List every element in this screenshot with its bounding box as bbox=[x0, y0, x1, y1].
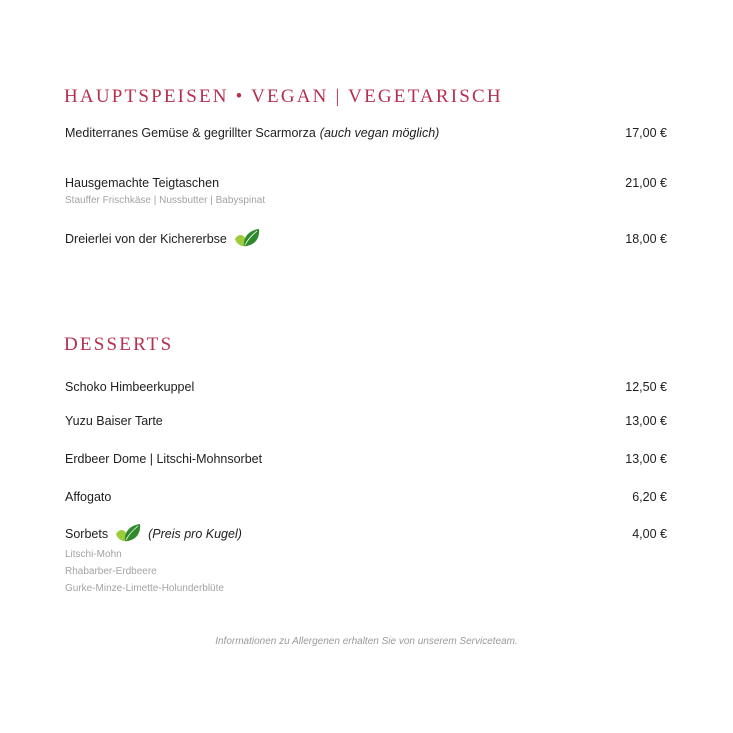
menu-item bbox=[65, 522, 667, 597]
menu-item bbox=[65, 228, 667, 250]
item-note: (Preis pro Kugel) bbox=[148, 527, 242, 541]
item-name: Schoko Himbeerkuppel bbox=[65, 380, 195, 394]
item-price: 4,00 € bbox=[632, 527, 667, 541]
item-price: 13,00 € bbox=[625, 452, 667, 466]
item-price: 6,20 € bbox=[632, 490, 667, 504]
item-name: Hausgemachte Teigtaschen bbox=[65, 176, 220, 190]
item-name: Yuzu Baiser Tarte bbox=[65, 414, 163, 428]
main-section-heading: HAUPTSPEISEN • VEGAN | VEGETARISCH bbox=[64, 86, 503, 107]
item-price: 17,00 € bbox=[625, 126, 667, 140]
item-name: Mediterranes Gemüse & gegrillter Scarmorza bbox=[65, 126, 316, 140]
item-price: 13,00 € bbox=[625, 414, 667, 428]
menu-item bbox=[65, 412, 667, 430]
menu-item bbox=[65, 450, 667, 468]
item-note: (auch vegan möglich) bbox=[319, 126, 440, 140]
item-name: Sorbets bbox=[65, 527, 109, 541]
item-price: 18,00 € bbox=[625, 232, 667, 246]
menu-item bbox=[65, 174, 667, 209]
vegan-leaf-icon bbox=[233, 228, 261, 250]
menu-item bbox=[65, 378, 667, 396]
sorbet-flavor: Litschi-Mohn bbox=[65, 549, 122, 560]
item-name: Affogato bbox=[65, 490, 112, 504]
item-description: Stauffer Frischkäse | Nussbutter | Babyspinat bbox=[65, 195, 266, 206]
item-price: 12,50 € bbox=[625, 380, 667, 394]
vegan-leaf-icon bbox=[114, 523, 142, 545]
item-name: Erdbeer Dome | Litschi-Mohnsorbet bbox=[65, 452, 263, 466]
desserts-section-heading: DESSERTS bbox=[64, 334, 174, 355]
allergen-note: Informationen zu Allergenen erhalten Sie von unserem Serviceteam. bbox=[215, 636, 518, 647]
item-name: Dreierlei von der Kichererbse bbox=[65, 232, 227, 246]
sorbet-flavor: Rhabarber-Erdbeere bbox=[65, 566, 157, 577]
sorbet-flavor: Gurke-Minze-Limette-Holunderblüte bbox=[65, 583, 224, 594]
menu-item bbox=[65, 488, 667, 506]
menu-item bbox=[65, 124, 667, 142]
item-price: 21,00 € bbox=[625, 176, 667, 190]
